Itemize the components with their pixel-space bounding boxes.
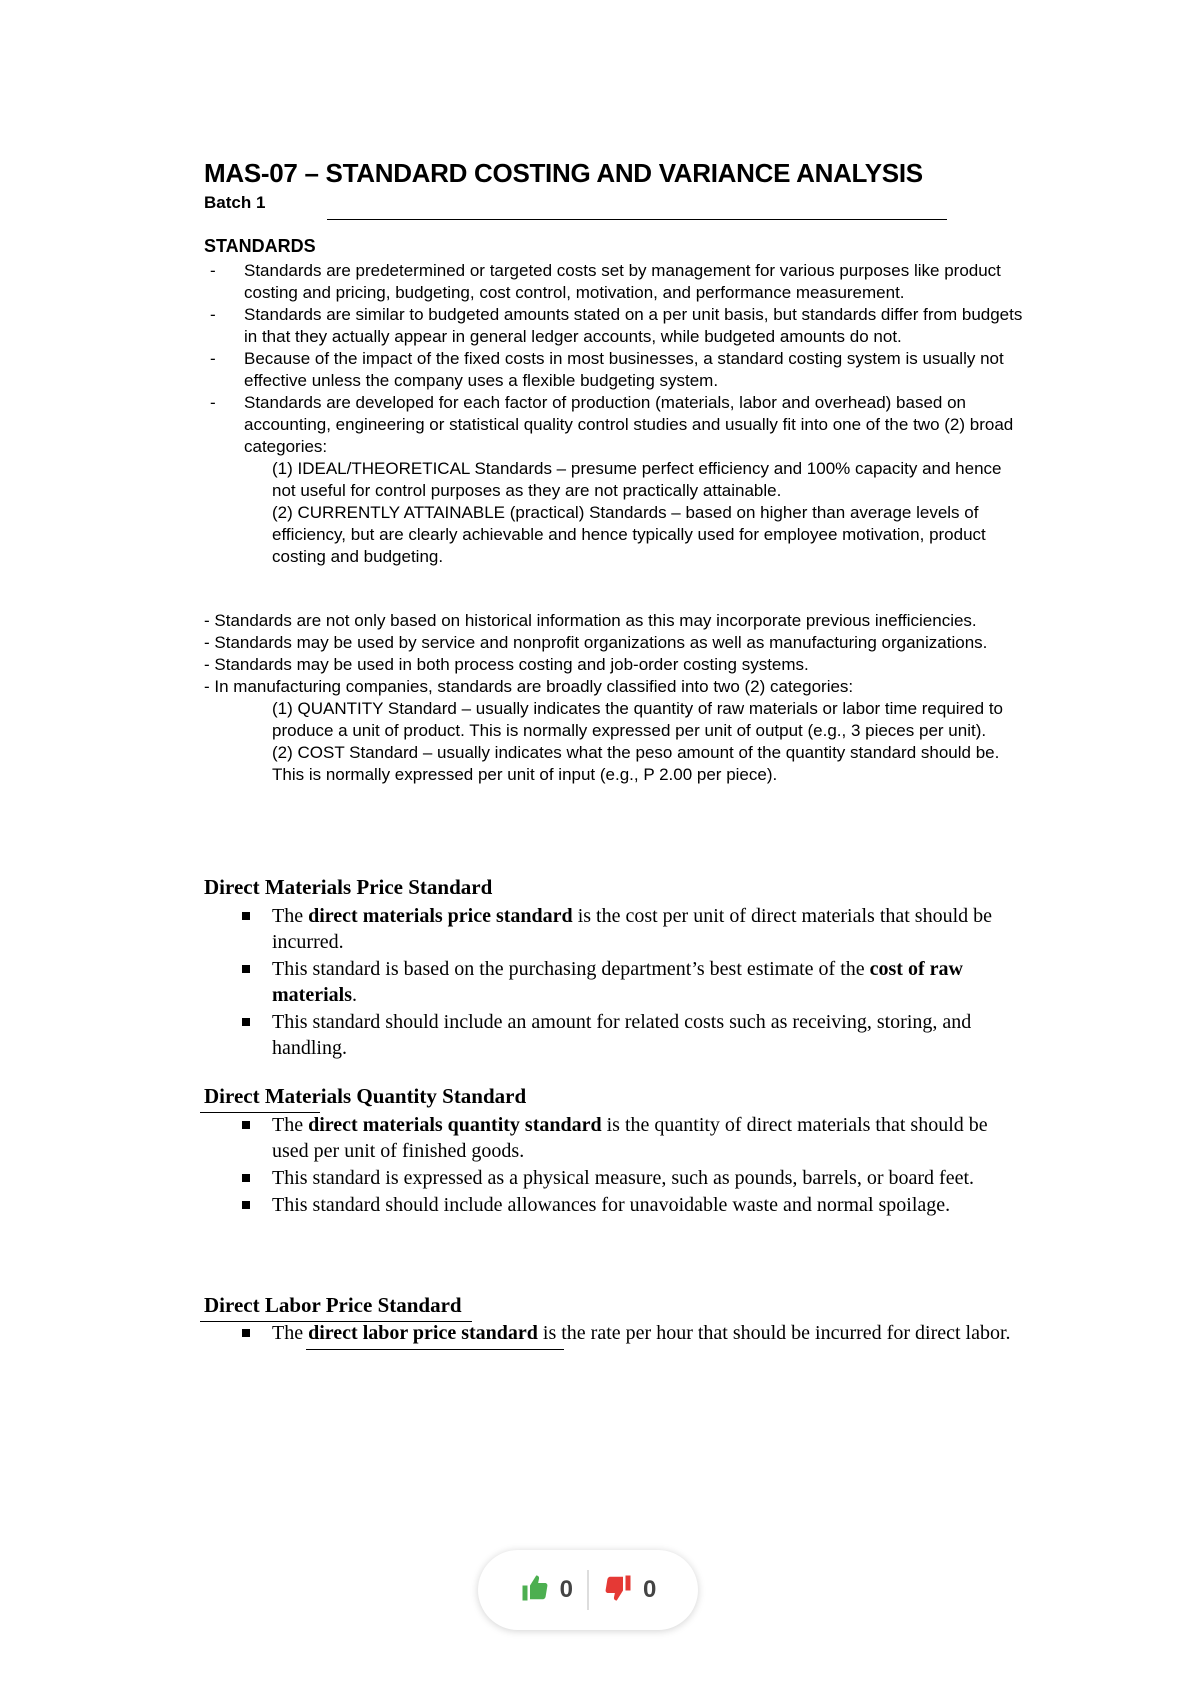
list-item xyxy=(238,956,1028,1008)
list-item xyxy=(204,348,1024,392)
list-item xyxy=(238,1192,1028,1218)
bold-term: cost of raw materials xyxy=(272,958,963,1006)
category-item: (2) CURRENTLY ATTAINABLE (practical) Standards – based on higher than average levels of efficiency, but are clearly achievable and hence typically used for employee motivation, product costing and budgeting. xyxy=(272,503,986,566)
vote-widget xyxy=(478,1550,698,1630)
text-span: The xyxy=(272,905,309,927)
text-span: This standard should include allowances for unavoidable waste and normal spoilage. xyxy=(272,1194,951,1216)
square-bullet-icon xyxy=(242,965,250,973)
standards-dash-list xyxy=(204,260,1024,568)
category-item: (2) COST Standard – usually indicates what the peso amount of the quantity standard should be. This is normally expressed per unit of input (e.g., P 2.00 per piece). xyxy=(272,743,1000,784)
list-item xyxy=(238,903,1028,955)
category-item: (1) IDEAL/THEORETICAL Standards – presume perfect efficiency and 100% capacity and hence not useful for control purposes as they are not practically attainable. xyxy=(272,459,1002,500)
dm-price-bullets xyxy=(238,903,1028,1062)
dash-marker: - xyxy=(210,305,216,324)
thumbs-up-icon xyxy=(520,1573,550,1608)
text-span: This standard is expressed as a physical measure, such as pounds, barrels, or board feet. xyxy=(272,1167,975,1189)
section-title-dm-quantity: Direct Materials Quantity Standard xyxy=(204,1084,527,1108)
downvote-count: 0 xyxy=(643,1576,657,1603)
square-bullet-icon xyxy=(242,1121,250,1129)
square-bullet-icon xyxy=(242,912,250,920)
category-item: (1) QUANTITY Standard – usually indicates the quantity of raw materials or labor time required to produce a unit of product. This is normally expressed per unit of output (e.g., 3 pieces per unit). xyxy=(272,699,1004,740)
batch-underline xyxy=(327,219,947,220)
manufacturing-category-sublist xyxy=(204,698,1024,786)
list-item: - Standards are not only based on historical information as this may incorporate previous inefficiencies. xyxy=(204,611,977,630)
list-item-text: Standards are similar to budgeted amounts stated on a per unit basis, but standards differ from budgets in that they actually appear in general ledger accounts, while budgeted amounts do not. xyxy=(244,305,1023,346)
square-bullet-icon xyxy=(242,1174,250,1182)
section-title-dm-price: Direct Materials Price Standard xyxy=(204,875,493,899)
bold-term: direct labor price standard xyxy=(308,1322,538,1344)
square-bullet-icon xyxy=(242,1201,250,1209)
dash-marker: - xyxy=(210,393,216,412)
downvote-button[interactable] xyxy=(589,1573,670,1608)
section-title-dl-price: Direct Labor Price Standard xyxy=(204,1293,462,1317)
category-sublist xyxy=(244,458,1024,568)
text-span: is the quantity of direct materials that should be used per unit of finished goods. xyxy=(272,1114,988,1162)
text-span: The xyxy=(272,1322,309,1344)
document-title: MAS-07 – STANDARD COSTING AND VARIANCE ANALYSIS xyxy=(204,158,923,188)
upvote-button[interactable] xyxy=(506,1573,587,1608)
list-item-text: Because of the impact of the fixed costs in most businesses, a standard costing system is usually not effective unless the company uses a flexible budgeting system. xyxy=(244,349,1004,390)
list-item xyxy=(238,1320,1028,1346)
standards-heading: STANDARDS xyxy=(204,236,316,256)
list-item: - Standards may be used by service and nonprofit organizations as well as manufacturing organizations. xyxy=(204,633,988,652)
list-item xyxy=(238,1112,1028,1164)
dash-marker: - xyxy=(210,261,216,280)
standards-plain-list xyxy=(204,610,1024,786)
upvote-count: 0 xyxy=(559,1576,573,1603)
text-span: The xyxy=(272,1114,309,1136)
list-item: - In manufacturing companies, standards are broadly classified into two (2) categories: xyxy=(204,677,854,696)
text-span: This standard is based on the purchasing department’s best estimate of the xyxy=(272,958,870,980)
thumbs-down-icon xyxy=(603,1573,633,1608)
list-item xyxy=(238,1009,1028,1061)
list-item xyxy=(204,392,1024,568)
list-item xyxy=(204,260,1024,304)
square-bullet-icon xyxy=(242,1018,250,1026)
text-span: This standard should include an amount for related costs such as receiving, storing, and handling. xyxy=(272,1011,972,1059)
annotation-underline xyxy=(306,1349,564,1350)
dash-marker: - xyxy=(210,349,216,368)
list-item xyxy=(238,1165,1028,1191)
bold-term: direct materials quantity standard xyxy=(308,1114,602,1136)
text-span: is the cost per unit of direct materials that should be incurred. xyxy=(272,905,993,953)
dm-quantity-bullets xyxy=(238,1112,1028,1219)
dl-price-bullets xyxy=(238,1320,1028,1347)
text-span: . xyxy=(351,984,357,1006)
list-item xyxy=(204,304,1024,348)
text-span: is the rate per hour that should be incurred for direct labor. xyxy=(537,1322,1011,1344)
bold-term: direct materials price standard xyxy=(308,905,573,927)
list-item-text: Standards are developed for each factor of production (materials, labor and overhead) based on accounting, engineering or statistical quality control studies and usually fit into one of the two (2) broad categories: xyxy=(244,393,1014,456)
square-bullet-icon xyxy=(242,1329,250,1337)
list-item-text: Standards are predetermined or targeted costs set by management for various purposes like product costing and pricing, budgeting, cost control, motivation, and performance measurement. xyxy=(244,261,1001,302)
list-item: - Standards may be used in both process costing and job-order costing systems. xyxy=(204,655,809,674)
batch-label: Batch 1 xyxy=(204,193,266,212)
